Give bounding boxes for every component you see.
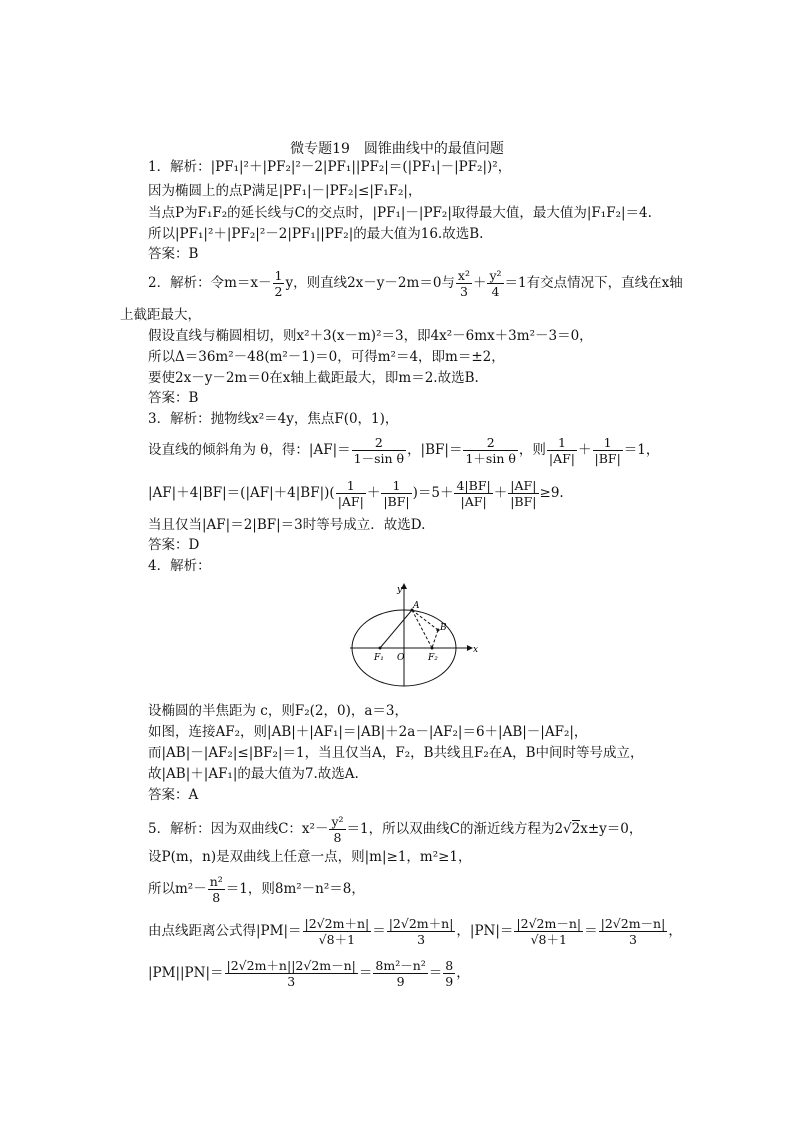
plus: ＋ — [472, 275, 487, 291]
equals: ＝ — [428, 965, 443, 981]
fraction — [456, 268, 472, 299]
p5-line4 — [148, 916, 682, 947]
p5-text-4c: ， — [668, 923, 682, 939]
denominator: 2 — [274, 284, 283, 299]
label-o: O — [397, 653, 405, 663]
p3-line4: 当且仅当|AF|＝2|BF|＝3时等号成立．故选D. — [148, 517, 426, 533]
p5-text-1a: 5．解析：因为双曲线C：x²－ — [148, 821, 329, 837]
denominator: |AF| — [548, 451, 575, 466]
radicand: 2 — [571, 821, 581, 837]
fraction — [352, 435, 406, 466]
equals: ＝ — [584, 923, 598, 939]
p4-line5: 故|AB|＋|AF₁|的最大值为7.故选A. — [148, 766, 359, 782]
label-x: x — [473, 645, 479, 655]
fraction — [599, 916, 668, 947]
fraction — [463, 435, 517, 466]
denominator: 3 — [417, 932, 426, 947]
numerator: |2√2m＋n| — [304, 916, 370, 931]
denominator: |BF| — [594, 451, 621, 466]
plus: ＋ — [578, 442, 592, 458]
numerator: 1 — [593, 435, 623, 451]
numerator: 1 — [547, 435, 577, 451]
numerator: 1 — [381, 478, 411, 494]
denominator: |AF| — [460, 494, 487, 509]
label-f2: F₂ — [428, 653, 438, 663]
p3-line1: 3．解析：抛物线x²＝4y，焦点F(0，1)， — [148, 411, 399, 427]
point-f1 — [379, 647, 382, 650]
label-a: A — [413, 601, 420, 611]
denominator: 1－sin θ — [353, 451, 405, 466]
fraction — [336, 478, 366, 509]
denominator: |BF| — [383, 494, 410, 509]
p5-text-4b: ，|PN|＝ — [456, 923, 514, 939]
fraction — [443, 958, 455, 989]
p5-text-5b: ， — [456, 965, 470, 981]
p3-answer: 答案：D — [148, 537, 200, 553]
plus: ＋ — [366, 485, 381, 501]
p1-line2: 因为椭圆上的点P满足|PF₁|－|PF₂|≤|F₁F₂|， — [148, 183, 422, 199]
denominator: |BF| — [510, 494, 537, 509]
fraction — [487, 268, 503, 299]
numerator: 1 — [274, 268, 283, 283]
label-y: y — [397, 585, 403, 595]
numerator: |2√2m＋n||2√2m－n| — [226, 958, 356, 973]
numerator: n² — [209, 874, 223, 889]
numerator: |2√2m－n| — [600, 916, 666, 931]
segment-af2 — [412, 610, 432, 648]
p5-text-3a: 所以m²－ — [148, 881, 207, 897]
p3-text-3a: |AF|＋4|BF|＝(|AF|＋4|BF|)( — [148, 485, 335, 501]
numerator: x² — [457, 268, 470, 283]
label-b: B — [440, 623, 447, 633]
numerator: 2 — [463, 435, 517, 451]
p3-text-3b: )＝5＋ — [412, 485, 454, 501]
numerator: 4|BF| — [456, 478, 491, 493]
fraction — [225, 958, 358, 989]
fraction — [273, 268, 285, 299]
numerator: y² — [331, 814, 344, 829]
numerator: |2√2m＋n| — [388, 916, 454, 931]
denominator: 1＋sin θ — [465, 451, 516, 466]
fraction — [387, 916, 456, 947]
label-f1: F₁ — [374, 653, 384, 663]
p2-line1-cont: 上截距最大， — [120, 307, 201, 323]
p1-line4: 所以|PF₁|²＋|PF₂|²－2|PF₁||PF₂|的最大值为16.故选B. — [148, 226, 484, 242]
p3-text-a: 设直线的倾斜角为 θ，得：|AF|＝ — [148, 442, 351, 458]
sqrt: √2 — [563, 821, 581, 837]
denominator: √8＋1 — [530, 932, 567, 947]
segment-bf2 — [432, 630, 438, 648]
point-f2 — [431, 647, 434, 650]
p5-text-1b: ＝1，所以双曲线C的渐近线方程为2 — [346, 821, 564, 837]
numerator: 2 — [352, 435, 406, 451]
denominator: 4 — [491, 284, 500, 299]
numerator: 1 — [336, 478, 366, 494]
p2-line3: 所以Δ＝36m²－48(m²－1)＝0，可得m²＝4，即m＝±2， — [148, 349, 505, 365]
p5-text-3b: ＝1，则8m²－n²＝8， — [225, 881, 365, 897]
p5-text-4a: 由点线距离公式得|PM|＝ — [148, 923, 302, 939]
p1-line3: 当点P为F₁F₂的延长线与C的交点时，|PF₁|－|PF₂|取得最大值，最大值为|F₁F₂|＝4. — [148, 205, 652, 221]
p2-line2: 假设直线与椭圆相切，则x²＋3(x－m)²＝3，即4x²－6mx＋3m²－3＝0， — [148, 328, 593, 344]
p3-text-c: ，则 — [518, 442, 546, 458]
segment-af1 — [380, 610, 412, 648]
fraction — [547, 435, 577, 466]
ellipse-diagram — [340, 580, 480, 690]
p3-text-e: ＝1， — [623, 442, 660, 458]
p5-line1 — [148, 814, 642, 845]
fraction — [208, 874, 225, 905]
numerator: |2√2m－n| — [516, 916, 582, 931]
p1-line1: 1．解析：|PF₁|²＋|PF₂|²－2|PF₁||PF₂|＝(|PF₁|－|PF₂|)²， — [148, 159, 512, 175]
page-title: 微专题19 圆锥曲线中的最值问题 — [290, 141, 504, 157]
denominator: 8 — [333, 830, 342, 845]
p3-line3 — [148, 478, 564, 509]
fraction — [381, 478, 411, 509]
p2-answer: 答案：B — [148, 390, 199, 406]
p5-line5 — [148, 958, 470, 989]
fraction — [454, 478, 492, 509]
denominator: √8＋1 — [318, 932, 356, 947]
p3-line2 — [148, 435, 659, 466]
p5-text-5a: |PM||PN|＝ — [148, 965, 224, 981]
fraction — [514, 916, 583, 947]
p5-line2: 设P(m，n)是双曲线上任意一点，则|m|≥1，m²≥1， — [148, 849, 472, 865]
plus: ＋ — [493, 485, 508, 501]
numerator: y² — [489, 268, 502, 283]
fraction — [593, 435, 623, 466]
p4-line2: 设椭圆的半焦距为 c，则F₂(2，0)，a＝3， — [148, 703, 408, 719]
p2-text-d: ＝1有交点情况下，直线在x轴 — [504, 275, 683, 291]
fraction — [508, 478, 538, 509]
numerator: 8m²－n² — [375, 958, 426, 973]
denominator: 3 — [629, 932, 637, 947]
equals: ＝ — [372, 923, 386, 939]
denominator: 3 — [287, 974, 296, 989]
p4-line4: 而|AB|－|AF₂|≤|BF₂|＝1，当且仅当A，F₂，B共线且F₂在A，B中间时等号成立， — [148, 745, 644, 761]
p3-text-b: ，|BF|＝ — [407, 442, 463, 458]
p2-text-a: 2．解析：令m＝x－ — [148, 275, 272, 291]
denominator: 9 — [445, 974, 454, 989]
p4-line3: 如图，连接AF₂，则|AB|＋|AF₁|＝|AB|＋2a－|AF₂|＝6＋|AB|－|AF₂|， — [148, 724, 588, 740]
fraction — [303, 916, 372, 947]
fraction — [329, 814, 345, 845]
p2-line1 — [148, 268, 683, 299]
numerator: 8 — [445, 958, 454, 973]
p5-text-1c: x±y＝0， — [580, 821, 643, 837]
p4-answer: 答案：A — [148, 787, 199, 803]
p4-line1: 4．解析： — [148, 558, 211, 574]
p3-text-3d: ≥9. — [539, 485, 564, 501]
equals: ＝ — [358, 965, 373, 981]
p2-line4: 要使2x－y－2m＝0在x轴上截距最大，即m＝2.故选B. — [148, 370, 479, 386]
p1-answer: 答案：B — [148, 246, 199, 262]
denominator: |AF| — [337, 494, 364, 509]
denominator: 8 — [212, 890, 221, 905]
p2-text-b: y，则直线2x－y－2m＝0与 — [285, 275, 455, 291]
denominator: 9 — [396, 974, 405, 989]
fraction — [373, 958, 427, 989]
p5-line3 — [148, 874, 365, 905]
denominator: 3 — [459, 284, 468, 299]
numerator: |AF| — [508, 478, 538, 494]
